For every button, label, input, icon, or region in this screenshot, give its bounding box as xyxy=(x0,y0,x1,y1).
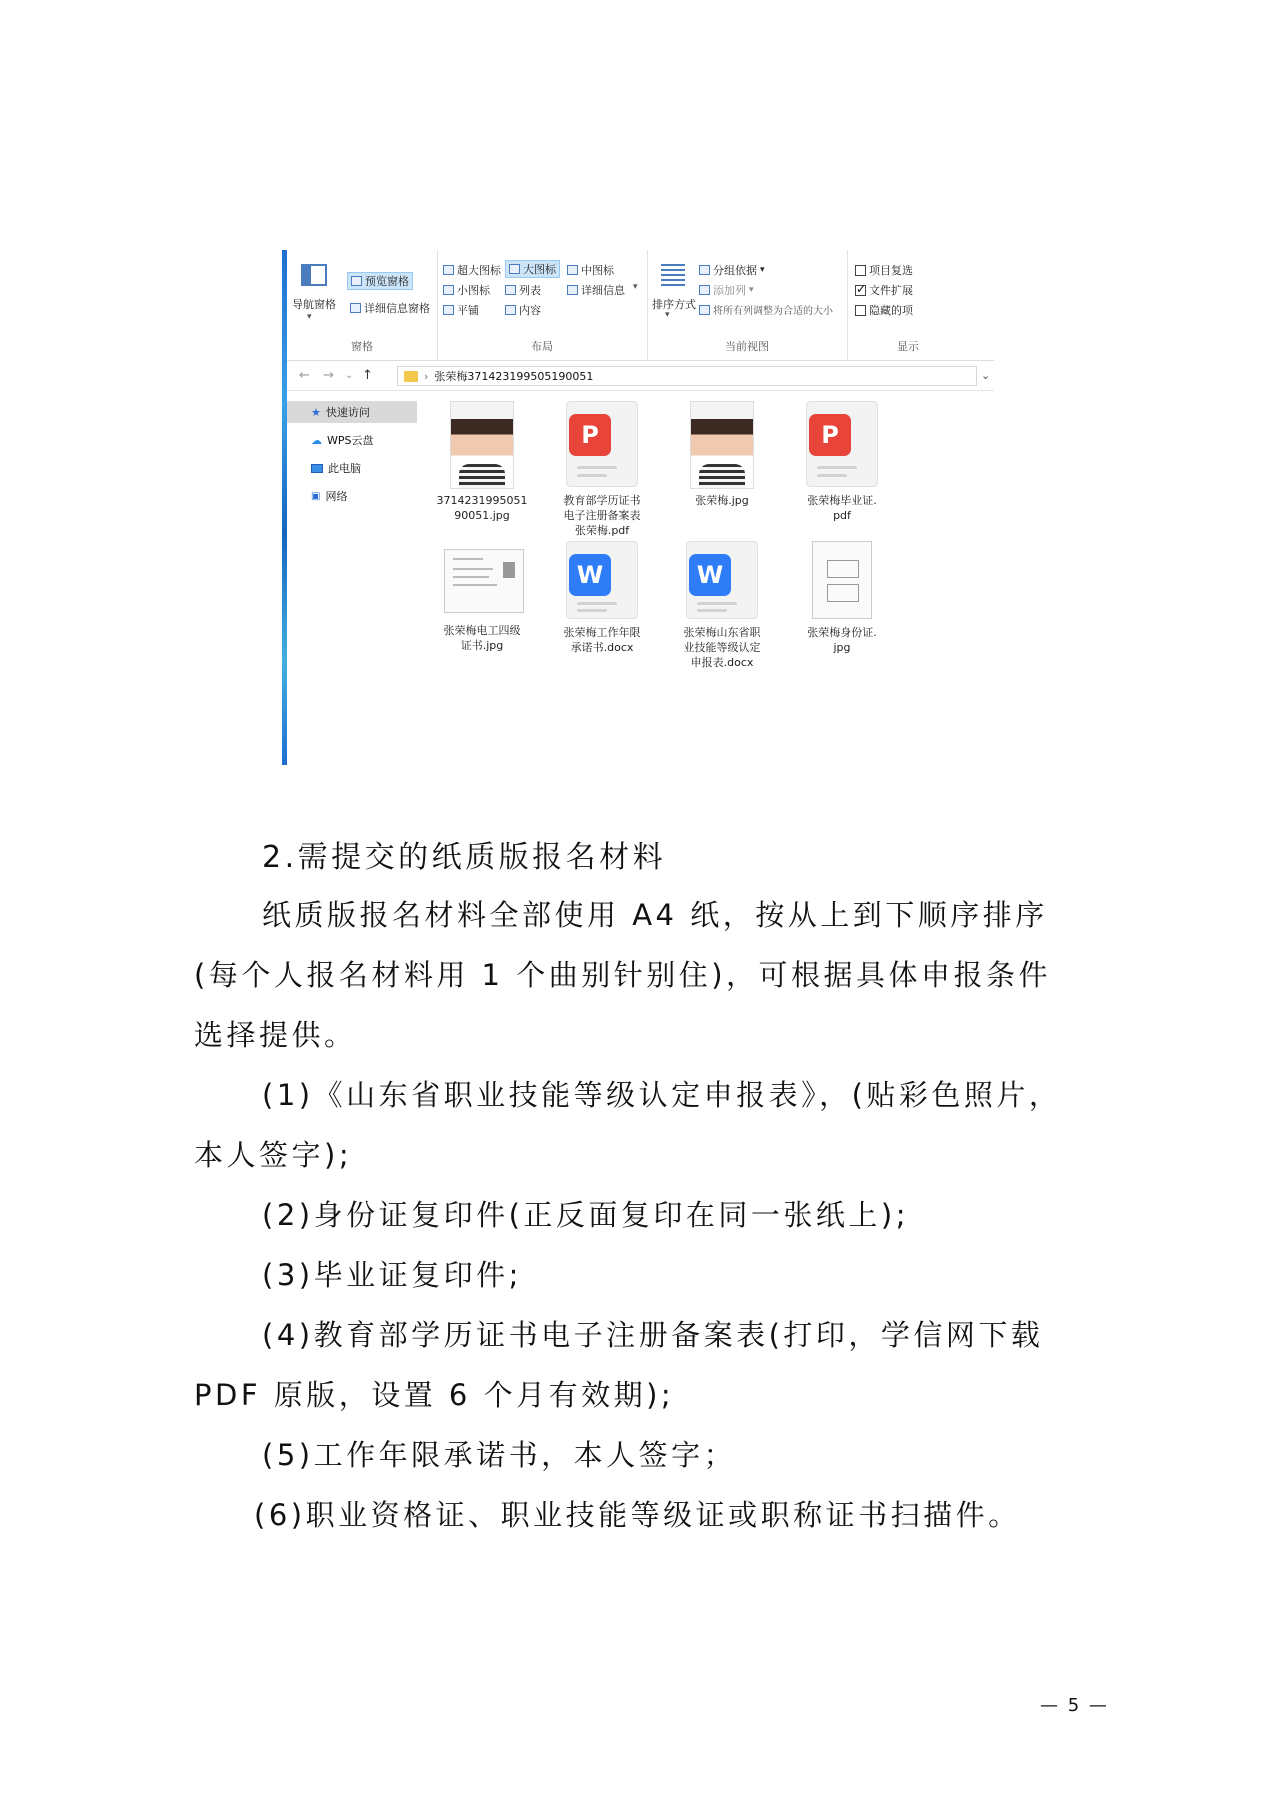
file-name-line: 张荣梅工作年限 xyxy=(563,626,641,639)
file-name-line: 张荣梅身份证. xyxy=(807,626,877,639)
file-item[interactable] xyxy=(427,549,537,653)
chevron-down-icon: ▾ xyxy=(760,265,765,275)
file-item[interactable] xyxy=(547,541,657,655)
ribbon-group-current-view xyxy=(647,250,848,360)
ribbon-group-panes xyxy=(287,250,438,360)
list-item-2: (2)身份证复印件(正反面复印在同一张纸上); xyxy=(262,1198,909,1232)
layout-details[interactable]: 详细信息 xyxy=(567,282,625,298)
checkbox-icon xyxy=(855,305,866,316)
sort-icon xyxy=(661,264,685,288)
file-item[interactable] xyxy=(547,401,657,538)
computer-icon xyxy=(311,464,323,473)
file-name-line: 张荣梅.pdf xyxy=(574,524,630,537)
ribbon-group-show xyxy=(847,250,994,360)
forward-arrow-icon[interactable]: → xyxy=(323,368,334,383)
layout-content[interactable]: 内容 xyxy=(505,302,541,318)
scan-card-front xyxy=(827,560,859,578)
nav-item-this-pc[interactable]: 此电脑 xyxy=(287,457,417,479)
address-input[interactable] xyxy=(397,366,977,386)
nav-pane-button[interactable]: 导航窗格 xyxy=(292,298,336,311)
nav-item-wps-cloud[interactable]: ☁ WPS云盘 xyxy=(311,433,374,447)
address-bar-row xyxy=(287,362,994,391)
network-icon: ▣ xyxy=(311,490,321,502)
list-item-5: (5)工作年限承诺书，本人签字； xyxy=(262,1438,737,1472)
add-column-icon xyxy=(699,285,710,295)
chevron-down-icon: ▾ xyxy=(749,285,754,295)
ribbon-group-title: 显示 xyxy=(897,340,919,353)
preview-pane-icon xyxy=(351,276,362,286)
pdf-badge: P xyxy=(569,414,611,456)
file-name-line: 90051.jpg xyxy=(454,509,510,522)
scan-card-back xyxy=(827,584,859,602)
icon-line xyxy=(817,466,857,469)
file-name-line: 张荣梅山东省职 xyxy=(683,626,761,639)
icon-line xyxy=(817,474,847,477)
list-icon xyxy=(505,285,516,295)
checkbox-icon xyxy=(855,265,866,276)
navigation-pane xyxy=(287,391,422,765)
file-item[interactable] xyxy=(667,401,777,508)
file-item[interactable] xyxy=(667,541,777,670)
file-name-line: 电子注册备案表 xyxy=(563,509,641,522)
layout-tiles[interactable]: 平铺 xyxy=(443,302,479,318)
word-badge: W xyxy=(689,554,731,596)
file-list xyxy=(427,391,987,765)
file-name-line: 申报表.docx xyxy=(690,656,754,669)
details-pane-button[interactable]: 详细信息窗格 xyxy=(350,300,430,316)
tiles-icon xyxy=(443,305,454,315)
icon-line xyxy=(577,602,617,605)
list-item-3: (3)毕业证复印件; xyxy=(262,1258,522,1292)
scan-line xyxy=(453,576,489,578)
content-icon xyxy=(505,305,516,315)
icon-line xyxy=(697,609,727,612)
recent-chevron-icon[interactable]: ⌄ xyxy=(345,370,354,381)
file-item[interactable] xyxy=(427,401,537,523)
hidden-items-toggle[interactable]: 隐藏的项 xyxy=(855,302,913,318)
ribbon-group-title: 布局 xyxy=(531,340,553,353)
scan-line xyxy=(453,558,483,560)
checkbox-checked-icon xyxy=(855,285,866,296)
list-item-6: (6)职业资格证、职业技能等级证或职称证书扫描件。 xyxy=(254,1498,1021,1532)
layout-list[interactable]: 列表 xyxy=(505,282,541,298)
icon-line xyxy=(577,609,607,612)
large-icons-icon xyxy=(509,264,520,274)
file-name-line: 教育部学历证书 xyxy=(563,494,641,507)
list-item-4-line: PDF 原版，设置 6 个月有效期); xyxy=(194,1378,675,1412)
id-card-scan-thumbnail xyxy=(812,541,872,619)
layout-medium-icons[interactable]: 中图标 xyxy=(567,262,614,278)
nav-item-network[interactable]: ▣ 网络 xyxy=(311,490,348,503)
group-by-icon xyxy=(699,265,710,275)
details-pane-icon xyxy=(350,303,361,313)
small-icons-icon xyxy=(443,285,454,295)
list-item-4-line: (4)教育部学历证书电子注册备案表(打印，学信网下载 xyxy=(262,1318,1044,1352)
back-arrow-icon[interactable]: ← xyxy=(299,368,310,383)
details-icon xyxy=(567,285,578,295)
cloud-icon: ☁ xyxy=(311,433,322,447)
portrait-photo-thumbnail xyxy=(450,401,514,489)
layout-small-icons[interactable]: 小图标 xyxy=(443,282,490,298)
portrait-photo-thumbnail xyxy=(690,401,754,489)
sort-button[interactable]: 排序方式 xyxy=(652,298,696,311)
extra-large-icons-icon xyxy=(443,265,454,275)
file-extensions-toggle[interactable]: ✓ 文件扩展 xyxy=(855,282,913,298)
layout-extra-large-icons[interactable]: 超大图标 xyxy=(443,262,501,278)
ribbon-group-title: 当前视图 xyxy=(725,340,769,353)
add-column-button[interactable]: 添加列 ▾ xyxy=(699,282,754,298)
pdf-file-icon xyxy=(566,401,638,487)
scan-line xyxy=(453,584,497,586)
fit-columns-icon xyxy=(699,305,710,315)
nav-item-quick-access[interactable]: ★ 快速访问 xyxy=(287,401,417,423)
word-file-icon xyxy=(686,541,758,619)
scan-line xyxy=(453,568,493,570)
file-name-line: 张荣梅.jpg xyxy=(695,494,749,507)
folder-icon xyxy=(404,371,418,382)
fit-columns-button[interactable]: 将所有列调整为合适的大小 xyxy=(699,302,833,317)
address-path: 张荣梅371423199505190051 xyxy=(434,370,594,383)
file-name-line: 证书.jpg xyxy=(460,639,504,652)
star-icon: ★ xyxy=(311,405,321,419)
paragraph-line: 纸质版报名材料全部使用 A4 纸，按从上到下顺序排序 xyxy=(262,898,1048,932)
pdf-file-icon xyxy=(806,401,878,487)
address-dropdown-icon[interactable]: ⌄ xyxy=(981,369,991,382)
scan-photo xyxy=(503,562,515,578)
group-by-button[interactable]: 分组依据 ▾ xyxy=(699,262,765,278)
nav-pane-icon xyxy=(301,264,327,286)
file-name-line: 张荣梅毕业证. xyxy=(807,494,877,507)
chevron-down-icon: ▾ xyxy=(307,312,312,322)
file-item[interactable] xyxy=(787,541,897,655)
word-file-icon xyxy=(566,541,638,619)
up-arrow-icon[interactable]: ↑ xyxy=(362,368,373,383)
explorer-ribbon xyxy=(287,250,994,361)
list-item-1-line: 本人签字); xyxy=(194,1138,353,1172)
chevron-down-icon: ▾ xyxy=(665,310,670,320)
file-name-line: 业技能等级认定 xyxy=(683,641,761,654)
paragraph-line: (每个人报名材料用 1 个曲别针别住)，可根据具体申报条件 xyxy=(194,958,1052,992)
medium-icons-icon xyxy=(567,265,578,275)
layout-large-icons[interactable]: 大图标 xyxy=(505,260,560,278)
list-item-1-line: (1)《山东省职业技能等级认定申报表》，(贴彩色照片， xyxy=(262,1078,1062,1112)
icon-line xyxy=(697,602,737,605)
file-name-line: pdf xyxy=(833,509,851,522)
file-name-line: jpg xyxy=(833,641,851,654)
icon-line xyxy=(577,474,607,477)
breadcrumb-separator-icon: › xyxy=(424,369,429,383)
icon-line xyxy=(577,466,617,469)
explorer-screenshot xyxy=(282,250,994,765)
ribbon-group-layout xyxy=(437,250,648,360)
paragraph-line: 选择提供。 xyxy=(194,1018,357,1052)
preview-pane-button[interactable]: 预览窗格 xyxy=(347,272,413,290)
page-number: — 5 — xyxy=(1040,1695,1109,1716)
file-item[interactable] xyxy=(787,401,897,523)
section-heading: 2.需提交的纸质版报名材料 xyxy=(262,840,667,875)
file-name-line: 3714231995051 xyxy=(436,494,528,507)
item-checkbox-toggle[interactable]: 项目复选 xyxy=(855,262,913,278)
certificate-scan-thumbnail xyxy=(444,549,524,613)
ribbon-group-title: 窗格 xyxy=(351,340,373,353)
pdf-badge: P xyxy=(809,414,851,456)
file-name-line: 承诺书.docx xyxy=(570,641,634,654)
file-name-line: 张荣梅电工四级 xyxy=(443,624,521,637)
word-badge: W xyxy=(569,554,611,596)
layout-expand-icon[interactable]: ▾ xyxy=(633,282,638,292)
